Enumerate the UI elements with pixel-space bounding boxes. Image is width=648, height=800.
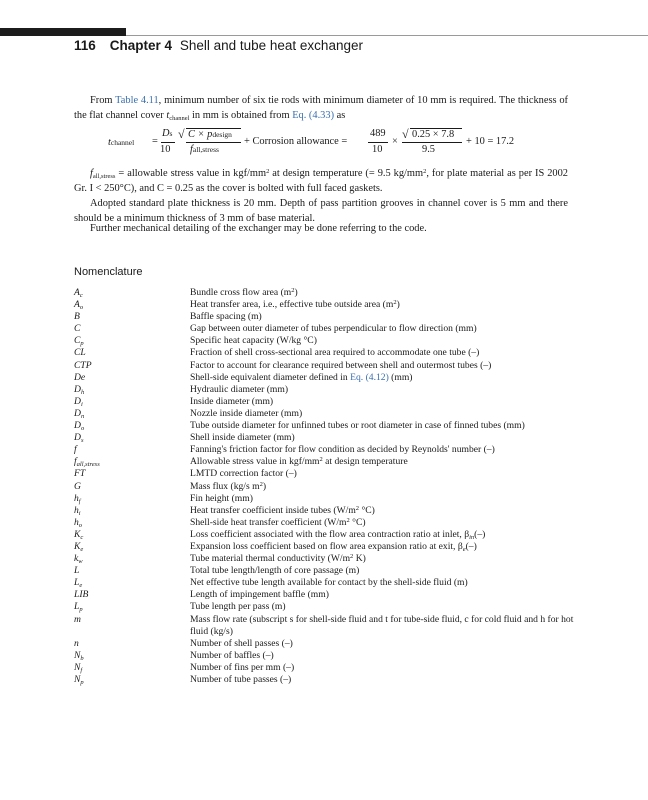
nomenclature-definition: Number of shell passes (–) [190, 637, 293, 649]
nomenclature-definition: Tube material thermal conductivity ($W/m^2$ K) [190, 553, 366, 565]
sqrt-symbol: √ [402, 127, 409, 141]
fraction-bar [368, 142, 388, 143]
nomenclature-row [74, 674, 574, 686]
nomenclature-symbol: $N_p$ [74, 674, 84, 686]
nomenclature-definition: Loss coefficient associated with the flow area contraction ratio at inlet, $\beta_{in}(-)$ [190, 528, 486, 541]
nomenclature-definition: Shell-side heat transfer coefficient ($W/m^2$ °C) [190, 516, 366, 528]
fraction-bar [161, 142, 175, 143]
equation-reference-link[interactable]: Eq. (4.33) [292, 110, 335, 122]
nomenclature-row [74, 505, 574, 517]
nomenclature-symbol: f [74, 444, 77, 456]
nomenclature-symbol: $L_p$ [74, 601, 83, 614]
nomenclature-definition: Fraction of shell cross-sectional area required to accommodate one tube (–) [190, 347, 480, 359]
table-reference-link[interactable]: Table 4.11 [115, 95, 159, 106]
nomenclature-row [74, 614, 574, 638]
nomenclature-definition: LMTD correction factor (–) [190, 468, 297, 480]
nomenclature-symbol: $N_f$ [74, 661, 83, 674]
nomenclature-definition: Tube length per pass (m) [190, 601, 286, 613]
nomenclature-definition: Shell-side equivalent diameter defined in Eq. (4.12) (mm) [190, 371, 413, 383]
nomenclature-symbol: $D_h$ [74, 383, 85, 396]
nomenclature-row [74, 287, 574, 299]
nomenclature-row [74, 517, 574, 529]
nomenclature-row [74, 311, 574, 323]
nomenclature-symbol: m [74, 613, 81, 625]
nomenclature-definition: Heat transfer coefficient inside tubes ($W/m^2$ °C) [190, 504, 375, 516]
nomenclature-row [74, 601, 574, 613]
nomenclature-symbol: $A_c$ [74, 287, 83, 299]
nomenclature-definition: Allowable stress value in kgf/$mm^2$ at design temperature [190, 456, 408, 468]
nomenclature-symbol: B [74, 311, 80, 323]
nomenclature-symbol: CL [74, 347, 86, 359]
chapter-title: Shell and tube heat exchanger [179, 38, 363, 53]
nomenclature-row [74, 529, 574, 541]
nomenclature-symbol: $N_b$ [74, 649, 84, 662]
nomenclature-row [74, 299, 574, 311]
nomenclature-row [74, 468, 574, 480]
chapter-label: Chapter 4 [109, 38, 173, 53]
nomenclature-symbol: L [74, 565, 80, 577]
nomenclature-symbol: $h_f$ [74, 492, 81, 505]
nomenclature-row [74, 323, 574, 335]
nomenclature-symbol: $K_c$ [74, 528, 84, 541]
nomenclature-definition: Length of impingement baffle (mm) [190, 589, 329, 601]
nomenclature-row [74, 396, 574, 408]
paragraph-further-detailing: Further mechanical detailing of the exchanger may be done referring to the code. [90, 223, 427, 234]
paragraph-tie-rods: From Table 4.11, minimum number of six tie rods with minimum diameter of 10 mm is required. The thickness of the flat channel cover $t_{channel}$ in mm is obtained from Eq. (4.33) as [74, 95, 568, 123]
nomenclature-definition: Number of fins per mm (–) [190, 661, 295, 673]
nomenclature-row [74, 565, 574, 577]
nomenclature-row [74, 650, 574, 662]
nomenclature-definition: Heat transfer area, i.e., effective tube outside area $(m^2)$ [190, 299, 400, 311]
nomenclature-definition: Inside diameter (mm) [190, 395, 274, 407]
header-rule [126, 35, 648, 36]
nomenclature-symbol: LIB [74, 589, 89, 601]
nomenclature-symbol: $h_i$ [74, 504, 81, 517]
nomenclature-row [74, 662, 574, 674]
paragraph-plate-thickness: Adopted standard plate thickness is 20 mm. Depth of pass partition grooves in channel cover is 5 mm and there should be a minimum thickness of 3 mm of base material. [74, 198, 568, 225]
nomenclature-symbol: $D_n$ [74, 407, 85, 420]
nomenclature-definition: Factor to account for clearance required between shell and outermost tubes (–) [190, 359, 492, 371]
nomenclature-definition: Shell inside diameter (mm) [190, 432, 295, 444]
nomenclature-definition: Expansion loss coefficient based on flow area expansion ratio at exit, $\beta_e(-)$ [190, 540, 477, 553]
nomenclature-definition: Number of baffles (–) [190, 649, 274, 661]
nomenclature-row [74, 360, 574, 372]
nomenclature-symbol: $D_o$ [74, 420, 85, 433]
nomenclature-row [74, 372, 574, 384]
nomenclature-row [74, 444, 574, 456]
nomenclature-symbol: $f_{all,stress}$ [74, 456, 100, 469]
nomenclature-definition: Baffle spacing (m) [190, 311, 262, 323]
sqrt-symbol: √ [178, 127, 185, 141]
nomenclature-definition: Mass flow rate (subscript s for shell-side fluid and t for tube-side fluid, c for cold fluid and h for hot fluid (kg/s) [190, 613, 574, 637]
nomenclature-symbol: $K_e$ [74, 540, 84, 553]
nomenclature-symbol: FT [74, 468, 86, 480]
nomenclature-definition: Gap between outer diameter of tubes perpendicular to flow direction (mm) [190, 323, 477, 335]
nomenclature-symbol: De [74, 371, 86, 383]
nomenclature-row [74, 493, 574, 505]
nomenclature-definition: Number of tube passes (–) [190, 674, 292, 685]
nomenclature-row [74, 553, 574, 565]
nomenclature-row [74, 541, 574, 553]
nomenclature-list [74, 287, 574, 686]
equation-reference-link[interactable]: Eq. (4.12) [350, 371, 389, 383]
nomenclature-row [74, 638, 574, 650]
nomenclature-definition: Fin height (mm) [190, 492, 253, 504]
fraction-bar [186, 142, 241, 143]
nomenclature-row [74, 408, 574, 420]
nomenclature-symbol: $D_i$ [74, 395, 83, 408]
nomenclature-symbol: $k_w$ [74, 553, 83, 566]
header-bar [0, 28, 126, 36]
nomenclature-symbol: $D_s$ [74, 432, 84, 445]
paragraph-allowable-stress: $f_{all,stress}$ = allowable stress value in kgf/$mm^2$ at design temperature (= 9.5 $kg/mm^2$, for plate material as per IS 2002 Gr. I < 250°C), and C = 0.25 as the cover is bolted with full faced gaskets. [74, 168, 568, 195]
nomenclature-row [74, 481, 574, 493]
nomenclature-definition: Total tube length/length of core passage (m) [190, 565, 360, 577]
nomenclature-definition: Bundle cross flow area $(m^2)$ [190, 287, 298, 298]
nomenclature-symbol: CTP [74, 359, 92, 371]
nomenclature-symbol: $L_e$ [74, 577, 83, 590]
nomenclature-row [74, 577, 574, 589]
fraction-bar [402, 142, 462, 143]
nomenclature-symbol: $h_o$ [74, 516, 83, 529]
nomenclature-definition: Fanning's friction factor for flow condition as decided by Reynolds' number (–) [190, 444, 495, 456]
nomenclature-definition: Hydraulic diameter (mm) [190, 383, 289, 395]
nomenclature-symbol: $C_p$ [74, 335, 84, 348]
nomenclature-heading: Nomenclature [74, 266, 143, 278]
nomenclature-row [74, 589, 574, 601]
nomenclature-definition: Mass flux (kg/s $m^2$) [190, 480, 267, 492]
nomenclature-symbol: G [74, 480, 81, 492]
nomenclature-definition: Tube outside diameter for unfinned tubes or root diameter in case of finned tubes (mm) [190, 420, 525, 432]
running-header [74, 38, 363, 53]
nomenclature-definition: Specific heat capacity (W/kg °C) [190, 335, 317, 347]
nomenclature-definition: Nozzle inside diameter (mm) [190, 407, 303, 419]
nomenclature-symbol: n [74, 637, 79, 649]
nomenclature-row [74, 420, 574, 432]
nomenclature-symbol: C [74, 323, 81, 335]
nomenclature-definition: Net effective tube length available for contact by the shell-side fluid (m) [190, 577, 468, 589]
nomenclature-row [74, 347, 574, 359]
nomenclature-row [74, 456, 574, 468]
nomenclature-row [74, 384, 574, 396]
equation-channel-thickness: tchannel = Ds 10 √ C × pdesign fall,stress + Corrosion allowance = 489 10 × √ 0.25 × 7.8 9.5 + 10 = 17.2 [108, 127, 515, 155]
nomenclature-symbol: $A_o$ [74, 299, 84, 312]
page-number: 116 [74, 38, 96, 53]
nomenclature-row [74, 432, 574, 444]
nomenclature-row [74, 335, 574, 347]
